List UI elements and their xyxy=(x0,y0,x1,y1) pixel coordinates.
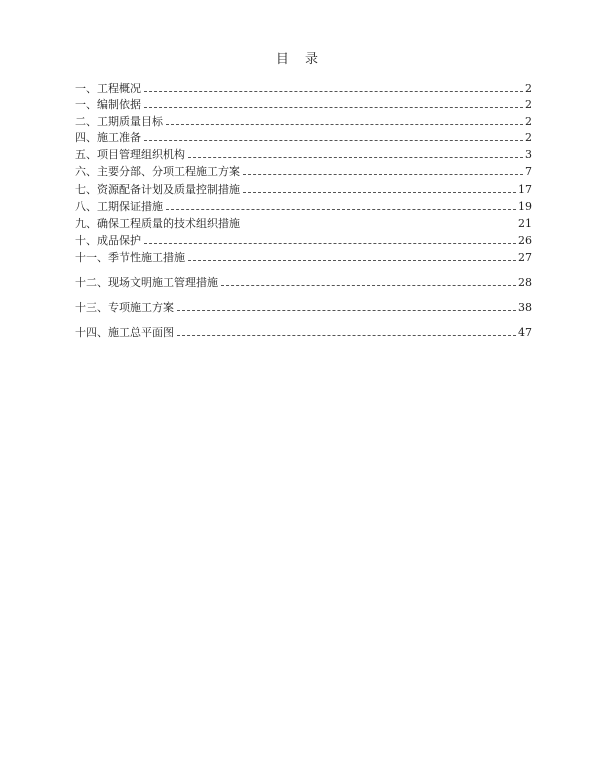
toc-entry xyxy=(75,115,532,128)
toc-entry xyxy=(75,131,532,144)
toc-entry-label: 十二、现场文明施工管理措施 xyxy=(75,276,218,289)
toc-entry-label: 一、工程概况 xyxy=(75,82,141,95)
toc-entry-label: 十三、专项施工方案 xyxy=(75,301,174,314)
toc-entry xyxy=(75,326,532,339)
toc-entry-page: 47 xyxy=(518,326,532,339)
toc-entry-label: 十四、施工总平面图 xyxy=(75,326,174,339)
dot-leader xyxy=(188,260,516,261)
dot-leader xyxy=(243,192,516,193)
toc-entry-page: 17 xyxy=(518,183,532,196)
toc-list xyxy=(75,82,532,339)
dot-leader xyxy=(144,140,523,141)
toc-entry xyxy=(75,251,532,264)
toc-entry-label: 九、确保工程质量的技术组织措施 xyxy=(75,217,240,230)
toc-entry xyxy=(75,148,532,161)
toc-entry xyxy=(75,200,532,213)
dot-leader xyxy=(221,285,516,286)
toc-entry-page: 21 xyxy=(518,217,532,230)
dot-leader xyxy=(144,243,516,244)
toc-entry-page: 26 xyxy=(518,234,532,247)
toc-entry-page: 2 xyxy=(525,115,532,128)
dot-leader xyxy=(177,310,516,311)
toc-entry-page: 2 xyxy=(525,98,532,111)
dot-leader xyxy=(188,157,523,158)
toc-entry-label: 五、项目管理组织机构 xyxy=(75,148,185,161)
toc-entry xyxy=(75,276,532,289)
toc-entry xyxy=(75,165,532,178)
toc-entry xyxy=(75,301,532,314)
dot-leader xyxy=(144,91,523,92)
toc-entry-label: 七、资源配备计划及质量控制措施 xyxy=(75,183,240,196)
toc-entry-label: 十、成品保护 xyxy=(75,234,141,247)
toc-entry-page: 28 xyxy=(518,276,532,289)
dot-leader xyxy=(166,209,516,210)
toc-entry-page: 19 xyxy=(518,200,532,213)
toc-entry xyxy=(75,217,532,230)
toc-entry-label: 十一、季节性施工措施 xyxy=(75,251,185,264)
toc-entry xyxy=(75,82,532,95)
dot-leader xyxy=(177,335,516,336)
dot-leader xyxy=(243,174,523,175)
toc-title: 目 录 xyxy=(275,52,325,67)
toc-entry-label: 六、主要分部、分项工程施工方案 xyxy=(75,165,240,178)
dot-leader xyxy=(166,124,523,125)
toc-entry-label: 四、施工准备 xyxy=(75,131,141,144)
toc-entry-page: 2 xyxy=(525,82,532,95)
toc-entry-label: 八、工期保证措施 xyxy=(75,200,163,213)
dot-leader xyxy=(144,107,523,108)
toc-entry-page: 3 xyxy=(525,148,532,161)
toc-entry-label: 一、编制依据 xyxy=(75,98,141,111)
toc-entry-page: 2 xyxy=(525,131,532,144)
toc-entry xyxy=(75,98,532,111)
toc-entry xyxy=(75,234,532,247)
toc-entry xyxy=(75,183,532,196)
toc-entry-page: 27 xyxy=(518,251,532,264)
dot-leader xyxy=(243,226,516,227)
toc-entry-label: 二、工期质量目标 xyxy=(75,115,163,128)
toc-entry-page: 38 xyxy=(518,301,532,314)
toc-entry-page: 7 xyxy=(525,165,532,178)
